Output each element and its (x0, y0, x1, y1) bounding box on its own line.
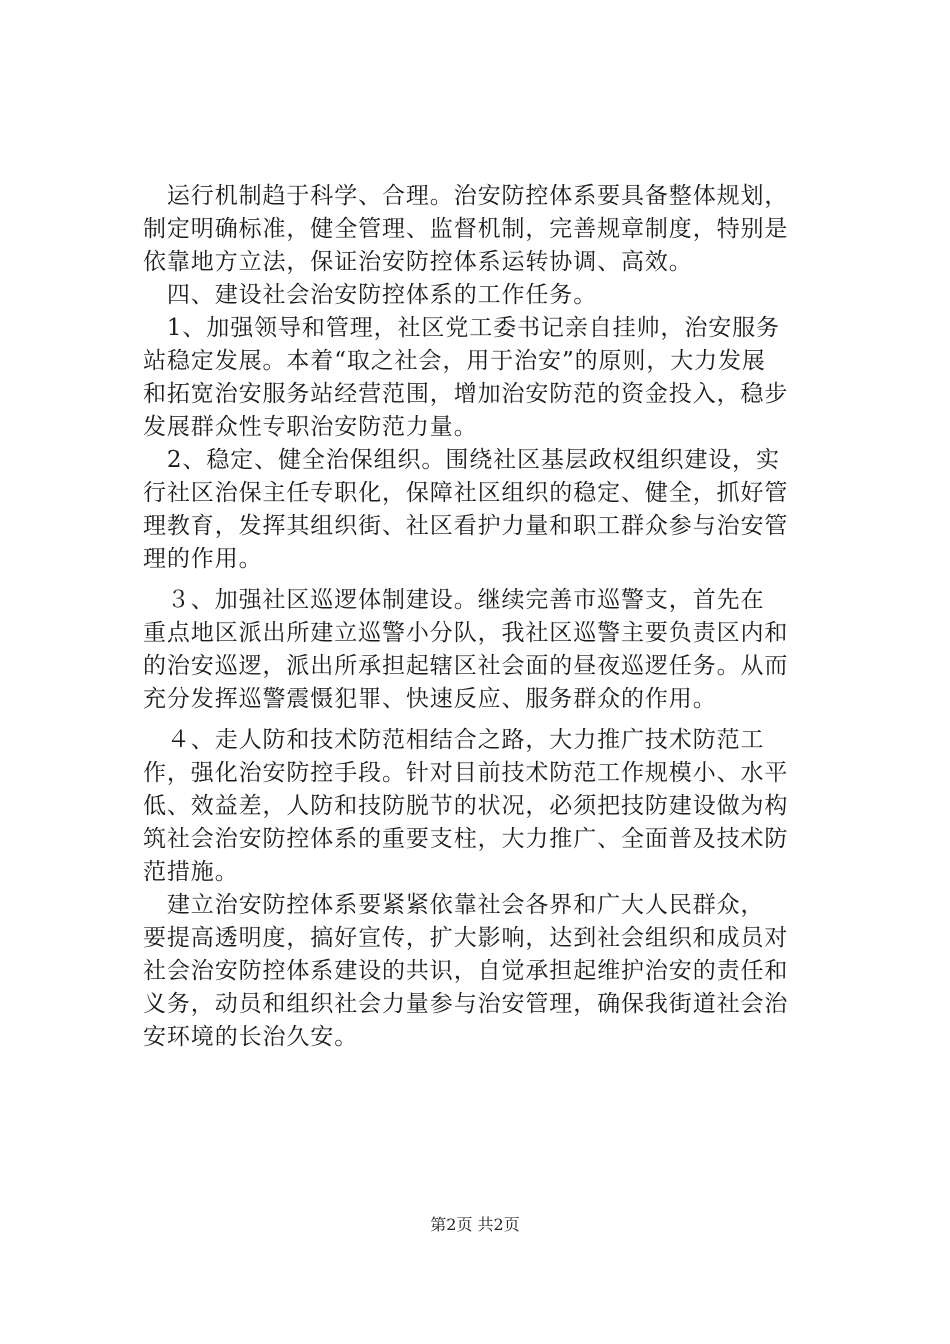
text-line: 要提高透明度，搞好宣传，扩大影响，达到社会组织和成员对 (143, 925, 789, 951)
text-line: 制定明确标准，健全管理、监督机制，完善规章制度，特别是 (143, 216, 789, 242)
document-body (143, 180, 833, 1054)
text-line: 站稳定发展。本着“取之社会，用于治安”的原则，大力发展 (143, 348, 766, 374)
text-line: 重点地区派出所建立巡警小分队，我社区巡警主要负责区内和 (143, 620, 789, 646)
text-line: 1、加强领导和管理，社区党工委书记亲自挂帅，治安服务 (143, 315, 780, 341)
text-line: 理教育，发挥其组织街、社区看护力量和职工群众参与治安管 (143, 513, 789, 539)
text-line: ３、加强社区巡逻体制建设。继续完善市巡警支，首先在 (143, 587, 765, 613)
text-line: 的治安巡逻，派出所承担起辖区社会面的昼夜巡逻任务。从而 (143, 653, 789, 679)
page-footer: 第2页 共2页 (430, 1215, 520, 1234)
section-heading: 四、建设社会治安防控体系的工作任务。 (143, 282, 598, 308)
text-line: 行社区治保主任专职化，保障社区组织的稳定、健全，抓好管 (143, 480, 789, 506)
text-line: ４、走人防和技术防范相结合之路，大力推广技术防范工 (143, 727, 765, 753)
text-line: 作，强化治安防控手段。针对目前技术防范工作规模小、水平 (143, 760, 789, 786)
text-line: 义务，动员和组织社会力量参与治安管理，确保我街道社会治 (143, 991, 789, 1017)
text-line: 发展群众性专职治安防范力量。 (143, 414, 478, 440)
text-line: 筑社会治安防控体系的重要支柱，大力推广、全面普及技术防 (143, 826, 789, 852)
text-line: 社会治安防控体系建设的共识，自觉承担起维护治安的责任和 (143, 958, 789, 984)
text-line: 理的作用。 (143, 546, 263, 572)
text-line: 充分发挥巡警震慑犯罪、快速反应、服务群众的作用。 (143, 686, 717, 712)
text-line: 低、效益差，人防和技防脱节的状况，必须把技防建设做为构 (143, 793, 789, 819)
text-line: 建立治安防控体系要紧紧依靠社会各界和广大人民群众， (143, 892, 765, 918)
text-line: 范措施。 (143, 859, 239, 885)
text-line: 运行机制趋于科学、合理。治安防控体系要具备整体规划， (143, 183, 789, 209)
text-line: 安环境的长治久安。 (143, 1024, 359, 1050)
text-line: 2、稳定、健全治保组织。围绕社区基层政权组织建设，实 (143, 447, 780, 473)
text-line: 依靠地方立法，保证治安防控体系运转协调、高效。 (143, 249, 693, 275)
text-line: 和拓宽治安服务站经营范围，增加治安防范的资金投入，稳步 (143, 381, 789, 407)
